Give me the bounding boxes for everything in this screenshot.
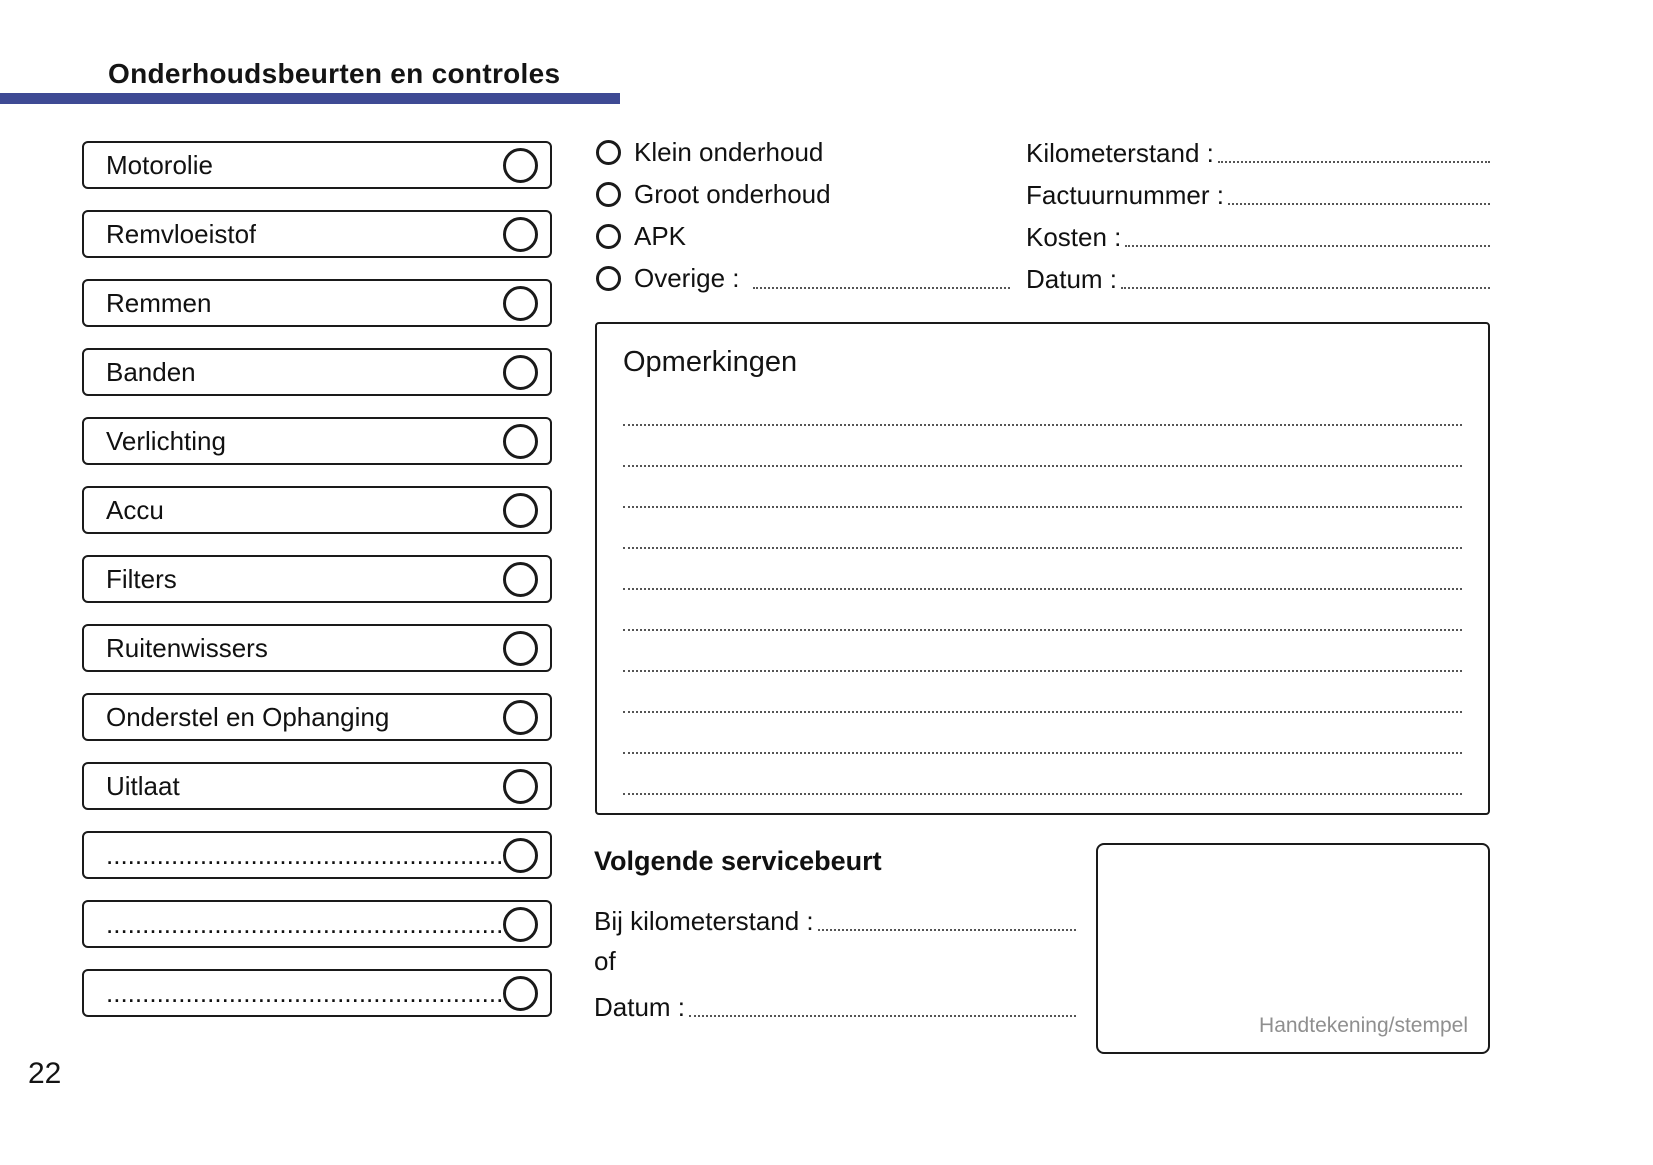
field-label: Datum : xyxy=(1026,264,1118,294)
checklist-item-filters xyxy=(82,555,552,603)
remarks-write-in-line xyxy=(623,385,1462,426)
field-label: Datum : xyxy=(594,992,686,1022)
option-label: Groot onderhoud xyxy=(634,179,831,209)
checklist-item-label: Accu xyxy=(106,494,164,525)
remarks-write-in-line xyxy=(623,426,1462,467)
write-in-line xyxy=(1228,203,1490,205)
field-kosten xyxy=(1026,220,1490,253)
checklist-item-label: Remmen xyxy=(106,287,212,318)
radio-circle-icon[interactable] xyxy=(596,266,621,291)
field-label: Kosten : xyxy=(1026,222,1122,252)
checklist-item-uitlaat xyxy=(82,762,552,810)
write-in-line xyxy=(1218,161,1490,163)
option-label: APK xyxy=(634,221,687,251)
checklist-item-label: Uitlaat xyxy=(106,770,180,801)
checklist-item-ruitenwissers xyxy=(82,624,552,672)
remarks-write-in-line xyxy=(623,631,1462,672)
check-circle-icon[interactable] xyxy=(503,148,538,183)
title-underline-bar xyxy=(0,93,620,104)
field-label: Bij kilometerstand : xyxy=(594,906,814,936)
next-service-date-field xyxy=(594,989,1076,1023)
option-apk xyxy=(596,220,1010,253)
page-title: Onderhoudsbeurten en controles xyxy=(108,58,561,89)
checklist-item-label: ....................................................... xyxy=(106,908,503,939)
service-type-options xyxy=(596,136,1010,295)
write-in-line xyxy=(689,1015,1076,1017)
next-service-title: Volgende servicebeurt xyxy=(594,846,882,876)
write-in-line xyxy=(753,287,1011,289)
next-service-section xyxy=(594,846,1076,1032)
check-circle-icon[interactable] xyxy=(503,700,538,735)
radio-circle-icon[interactable] xyxy=(596,182,621,207)
check-circle-icon[interactable] xyxy=(503,217,538,252)
page-number: 22 xyxy=(28,1057,62,1090)
checklist-item-blank-2 xyxy=(82,900,552,948)
remarks-write-in-line xyxy=(623,713,1462,754)
check-circle-icon[interactable] xyxy=(503,493,538,528)
field-factuurnummer xyxy=(1026,178,1490,211)
check-circle-icon[interactable] xyxy=(503,976,538,1011)
remarks-box xyxy=(595,322,1490,815)
remarks-write-in-line xyxy=(623,467,1462,508)
checklist-item-label: ....................................................... xyxy=(106,977,503,1008)
check-circle-icon[interactable] xyxy=(503,769,538,804)
signature-box xyxy=(1096,843,1490,1054)
checklist-item-label: Remvloeistof xyxy=(106,218,257,249)
next-service-km-field xyxy=(594,903,1076,937)
checklist-item-label: Motorolie xyxy=(106,149,213,180)
checklist-item-remmen xyxy=(82,279,552,327)
remarks-write-in-line xyxy=(623,754,1462,795)
checklist-item-label: Ruitenwissers xyxy=(106,632,268,663)
write-in-line xyxy=(818,929,1076,931)
checklist-item-blank-1 xyxy=(82,831,552,879)
remarks-title: Opmerkingen xyxy=(623,346,798,378)
next-service-or-label: of xyxy=(594,946,616,976)
remarks-write-in-line xyxy=(623,590,1462,631)
maintenance-checklist xyxy=(82,141,552,1017)
checklist-item-verlichting xyxy=(82,417,552,465)
checklist-item-label: ....................................................... xyxy=(106,839,503,870)
checklist-item-blank-3 xyxy=(82,969,552,1017)
option-overige xyxy=(596,262,1010,295)
checklist-item-accu xyxy=(82,486,552,534)
option-label: Overige : xyxy=(634,263,740,293)
write-in-line xyxy=(1121,287,1490,289)
field-datum xyxy=(1026,262,1490,295)
check-circle-icon[interactable] xyxy=(503,424,538,459)
checklist-item-banden xyxy=(82,348,552,396)
checklist-item-label: Filters xyxy=(106,563,177,594)
remarks-write-in-line xyxy=(623,508,1462,549)
write-in-line xyxy=(1125,245,1490,247)
checklist-item-label: Verlichting xyxy=(106,425,226,456)
check-circle-icon[interactable] xyxy=(503,838,538,873)
checklist-item-label: Banden xyxy=(106,356,196,387)
check-circle-icon[interactable] xyxy=(503,286,538,321)
option-label: Klein onderhoud xyxy=(634,137,824,167)
option-groot-onderhoud xyxy=(596,178,1010,211)
field-label: Factuurnummer : xyxy=(1026,180,1224,210)
checklist-item-motorolie xyxy=(82,141,552,189)
radio-circle-icon[interactable] xyxy=(596,224,621,249)
checklist-item-label: Onderstel en Ophanging xyxy=(106,701,390,732)
check-circle-icon[interactable] xyxy=(503,355,538,390)
checklist-item-onderstel-en-ophanging xyxy=(82,693,552,741)
check-circle-icon[interactable] xyxy=(503,562,538,597)
remarks-write-in-line xyxy=(623,549,1462,590)
check-circle-icon[interactable] xyxy=(503,631,538,666)
record-fields xyxy=(1026,136,1490,295)
signature-label: Handtekening/stempel xyxy=(1259,1014,1468,1037)
checklist-item-remvloeistof xyxy=(82,210,552,258)
radio-circle-icon[interactable] xyxy=(596,140,621,165)
remarks-write-in-line xyxy=(623,672,1462,713)
option-klein-onderhoud xyxy=(596,136,1010,169)
field-kilometerstand xyxy=(1026,136,1490,169)
field-label: Kilometerstand : xyxy=(1026,138,1214,168)
check-circle-icon[interactable] xyxy=(503,907,538,942)
